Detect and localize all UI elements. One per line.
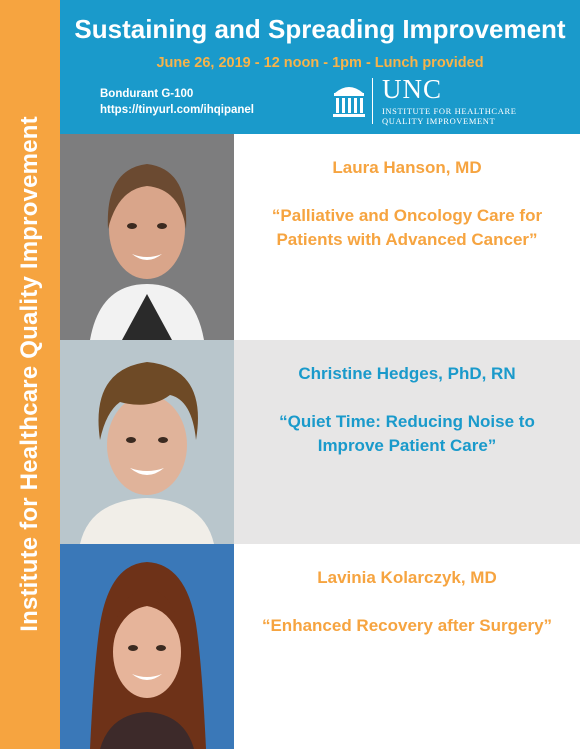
logo-subtitle: [382, 106, 517, 126]
speaker-card-1: [60, 134, 580, 340]
event-date: June 26, 2019 - 12 noon - 1pm - Lunch provided: [156, 55, 484, 71]
unc-logo: [332, 76, 532, 126]
talk-title: “Palliative and Oncology Care for Patients with Advanced Cancer”: [271, 206, 543, 249]
speaker-name: Lavinia Kolarczyk, MD: [317, 568, 497, 587]
old-well-icon: [332, 80, 366, 120]
talk-title: “Quiet Time: Reducing Noise to Improve Patient Care”: [279, 412, 535, 455]
talk-title: “Enhanced Recovery after Surgery”: [261, 616, 553, 635]
speaker-photo: [60, 340, 234, 544]
speaker-name: Laura Hanson, MD: [332, 158, 482, 177]
speaker-info: [234, 340, 580, 544]
logo-divider: [372, 78, 373, 124]
speaker-photo: [60, 544, 234, 749]
logo-wordmark: UNC: [382, 74, 443, 104]
event-link[interactable]: https://tinyurl.com/ihqipanel: [100, 104, 254, 116]
speaker-photo: [60, 134, 234, 340]
event-title: Sustaining and Spreading Improvement: [74, 14, 566, 44]
speaker-info: [234, 134, 580, 340]
speaker-card-3: [60, 544, 580, 749]
logo-subtitle-line1: INSTITUTE FOR HEALTHCARE: [382, 106, 517, 116]
speaker-name: Christine Hedges, PhD, RN: [298, 364, 516, 383]
logo-subtitle-line2: QUALITY IMPROVEMENT: [382, 116, 496, 126]
speaker-info: [234, 544, 580, 749]
sidebar-title: Institute for Healthcare Quality Improvement: [16, 116, 43, 632]
location-block: [100, 86, 254, 118]
sidebar-banner: [0, 0, 60, 749]
location-room: Bondurant G-100: [100, 88, 194, 100]
header-banner: [60, 0, 580, 134]
speaker-card-2: [60, 340, 580, 544]
